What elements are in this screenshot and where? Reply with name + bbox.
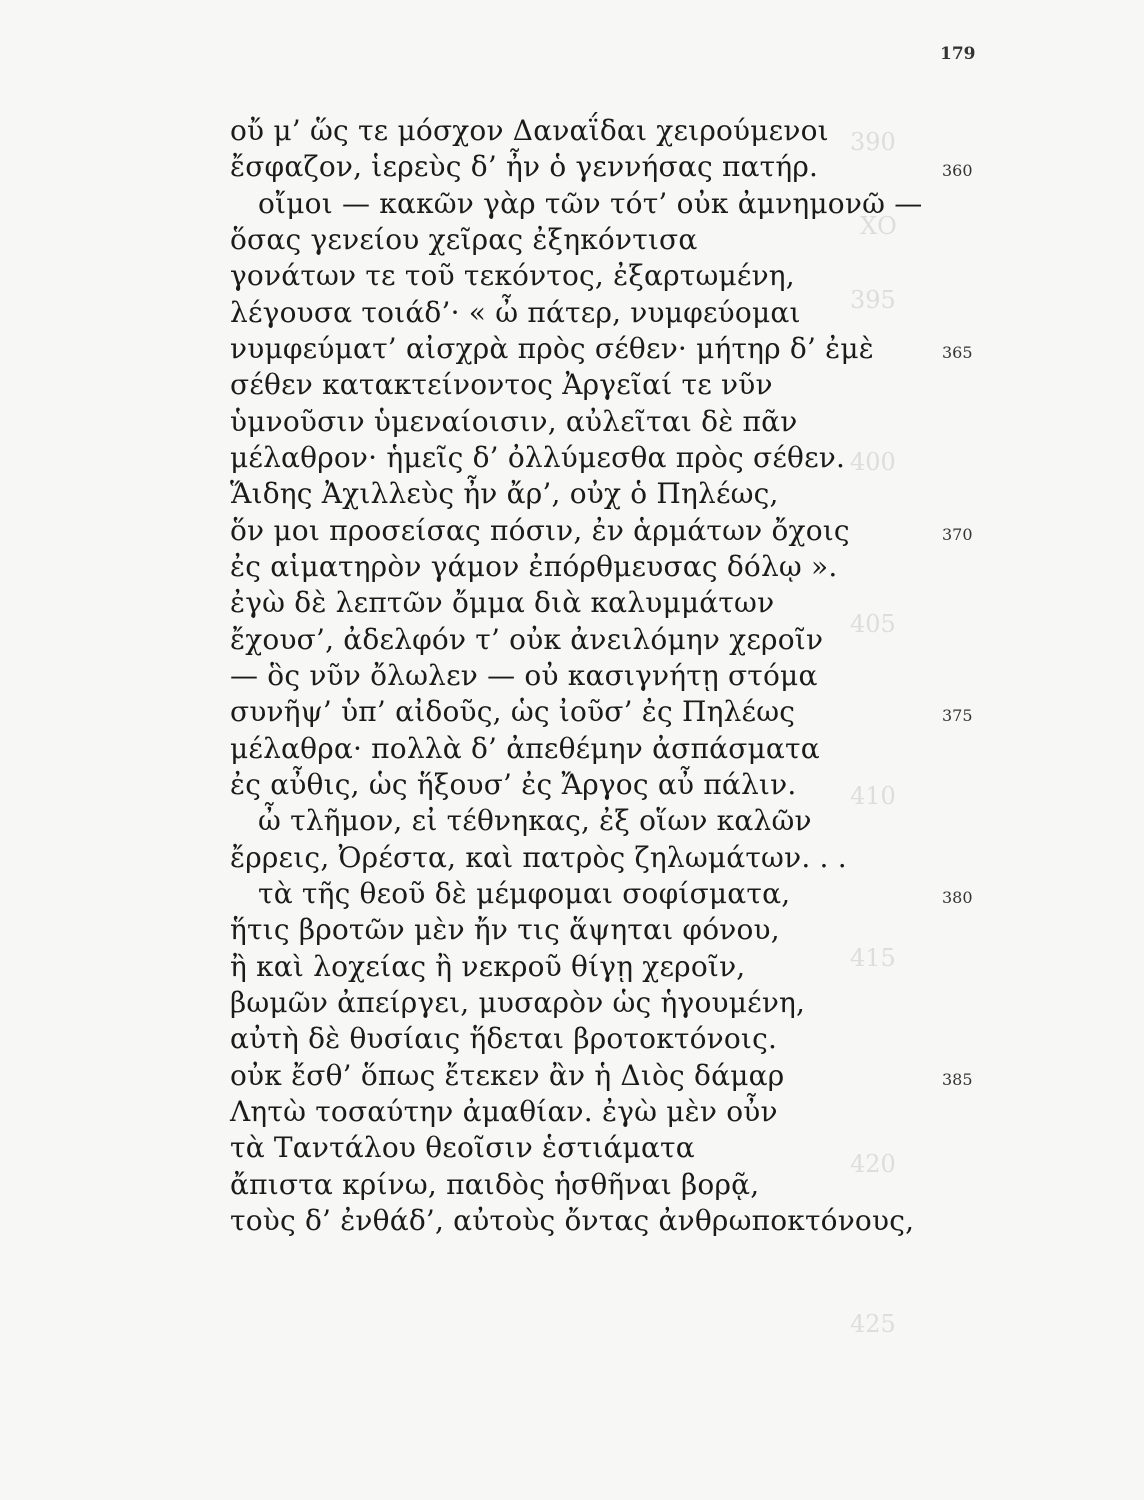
verse-line: τὰ Ταντάλου θεοῖσιν ἑστιάματα	[230, 1131, 695, 1164]
line-number: 375	[942, 706, 973, 725]
show-through: 405	[850, 610, 896, 638]
show-through: 410	[850, 782, 896, 810]
show-through: 390	[850, 128, 896, 156]
verse-line: ἔρρεις, Ὀρέστα, καὶ πατρὸς ζηλωμάτων. . .	[230, 841, 847, 874]
verse-line: αὐτὴ δὲ θυσίαις ἥδεται βροτοκτόνοις.	[230, 1022, 778, 1055]
verse-line: ἔχουσ’, ἀδελφόν τ’ οὐκ ἀνειλόμην χεροῖν	[230, 623, 824, 656]
verse-line: οὐκ ἔσθ’ ὅπως ἔτεκεν ἂν ἡ Διὸς δάμαρ	[230, 1059, 785, 1092]
verse-line: ἐς αὖθις, ὡς ἥξουσ’ ἐς Ἄργος αὖ πάλιν.	[230, 768, 797, 801]
verse-line: — ὃς νῦν ὄλωλεν — οὐ κασιγνήτῃ στόμα	[230, 659, 818, 692]
verse-line: ἥτις βροτῶν μὲν ἤν τις ἅψηται φόνου,	[230, 913, 780, 946]
verse-line: οἴμοι — κακῶν γὰρ τῶν τότ’ οὐκ ἀμνημονῶ —	[258, 187, 923, 220]
verse-line: ἢ καὶ λοχείας ἢ νεκροῦ θίγῃ χεροῖν,	[230, 950, 746, 983]
show-through: 395	[850, 286, 896, 314]
verse-line: Λητὼ τοσαύτην ἀμαθίαν. ἐγὼ μὲν οὖν	[230, 1095, 778, 1128]
verse-line: ὦ τλῆμον, εἰ τέθνηκας, ἐξ οἵων καλῶν	[258, 804, 812, 837]
line-number: 385	[942, 1070, 973, 1089]
show-through: ΧΟ	[860, 212, 897, 240]
line-number: 380	[942, 888, 973, 907]
verse-line: γονάτων τε τοῦ τεκόντος, ἐξαρτωμένη,	[230, 259, 795, 292]
verse-line: βωμῶν ἀπείργει, μυσαρὸν ὡς ἡγουμένη,	[230, 986, 806, 1019]
verse-line: ἄπιστα κρίνω, παιδὸς ἡσθῆναι βορᾷ,	[230, 1168, 760, 1201]
verse-line: λέγουσα τοιάδ’· « ὦ πάτερ, νυμφεύομαι	[230, 296, 801, 329]
verse-line: σέθεν κατακτείνοντος Ἀργεῖαί τε νῦν	[230, 368, 773, 401]
verse-line: τὰ τῆς θεοῦ δὲ μέμφομαι σοφίσματα,	[258, 877, 791, 910]
verse-line: ὅν μοι προσείσας πόσιν, ἐν ἁρμάτων ὄχοις	[230, 514, 850, 547]
verse-line: ἐς αἱματηρὸν γάμον ἐπόρθμευσας δόλῳ ».	[230, 550, 838, 583]
verse-line: ὑμνοῦσιν ὑμεναίοισιν, αὐλεῖται δὲ πᾶν	[230, 405, 798, 438]
verse-line: μέλαθρα· πολλὰ δ’ ἀπεθέμην ἀσπάσματα	[230, 732, 820, 765]
verse-line: τοὺς δ’ ἐνθάδ’, αὐτοὺς ὄντας ἀνθρωποκτόνους,	[230, 1204, 915, 1237]
show-through: 415	[850, 944, 896, 972]
line-number: 360	[942, 161, 973, 180]
line-number: 365	[942, 343, 973, 362]
verse-line: μέλαθρον· ἡμεῖς δ’ ὀλλύμεσθα πρὸς σέθεν.	[230, 441, 846, 474]
verse-line: ἐγὼ δὲ λεπτῶν ὄμμα διὰ καλυμμάτων	[230, 586, 775, 619]
line-number: 370	[942, 525, 973, 544]
verse-line: Ἅιδης Ἀχιλλεὺς ἦν ἄρ’, οὐχ ὁ Πηλέως,	[230, 477, 779, 510]
verse-line: οὔ μ’ ὥς τε μόσχον Δαναΐδαι χειρούμενοι	[230, 114, 829, 147]
show-through: 420	[850, 1150, 896, 1178]
verse-line: συνῆψ’ ὑπ’ αἰδοῦς, ὡς ἰοῦσ’ ἐς Πηλέως	[230, 695, 796, 728]
page-number: 179	[940, 44, 976, 64]
verse-line: ὅσας γενείου χεῖρας ἐξηκόντισα	[230, 223, 698, 256]
verse-line: ἔσφαζον, ἱερεὺς δ’ ἦν ὁ γεννήσας πατήρ.	[230, 150, 819, 183]
show-through: 400	[850, 448, 896, 476]
show-through: 425	[850, 1310, 896, 1338]
verse-line: νυμφεύματ’ αἰσχρὰ πρὸς σέθεν· μήτηρ δ’ ἐμὲ	[230, 332, 875, 365]
